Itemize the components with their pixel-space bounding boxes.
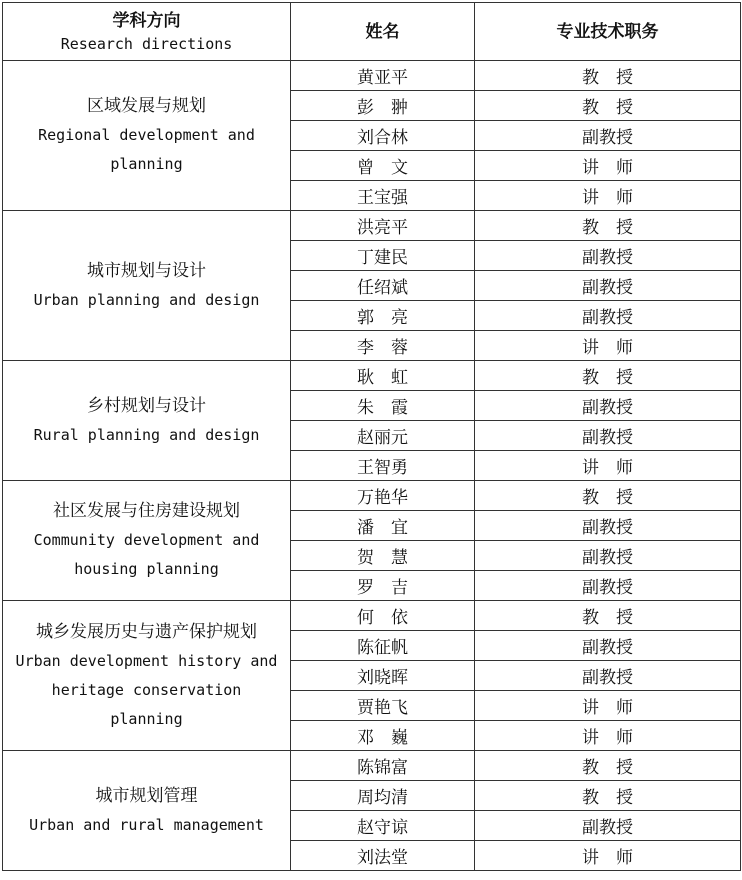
table-body xyxy=(3,61,741,871)
table-row xyxy=(3,751,741,781)
table-row xyxy=(3,481,741,511)
header-name: 姓名 xyxy=(291,3,475,61)
direction-en: Urban development history and heritage conservation planning xyxy=(15,651,278,728)
member-name: 任绍斌 xyxy=(291,271,475,301)
member-name: 李 蓉 xyxy=(291,331,475,361)
member-title: 讲 师 xyxy=(475,181,741,211)
member-title: 副教授 xyxy=(475,241,741,271)
direction-en: Rural planning and design xyxy=(33,425,260,444)
table-row xyxy=(3,61,741,91)
member-name: 赵丽元 xyxy=(291,421,475,451)
header-col1-zh: 学科方向 xyxy=(112,10,181,31)
member-name: 刘法堂 xyxy=(291,841,475,871)
member-title: 教 授 xyxy=(475,751,741,781)
member-title: 讲 师 xyxy=(475,721,741,751)
member-title: 讲 师 xyxy=(475,451,741,481)
member-name: 何 依 xyxy=(291,601,475,631)
member-title: 副教授 xyxy=(475,421,741,451)
member-title: 副教授 xyxy=(475,301,741,331)
member-title: 教 授 xyxy=(475,211,741,241)
header-title: 专业技术职务 xyxy=(475,3,741,61)
member-name: 刘合林 xyxy=(291,121,475,151)
member-name: 黄亚平 xyxy=(291,61,475,91)
direction-zh: 城市规划与设计 xyxy=(87,260,206,281)
direction-zh: 城乡发展历史与遗产保护规划 xyxy=(36,621,257,642)
member-title: 副教授 xyxy=(475,391,741,421)
research-direction-cell xyxy=(3,481,291,601)
table-row xyxy=(3,361,741,391)
direction-zh: 乡村规划与设计 xyxy=(87,395,206,416)
member-name: 万艳华 xyxy=(291,481,475,511)
member-title: 教 授 xyxy=(475,601,741,631)
header-col1-en: Research directions xyxy=(60,34,233,53)
member-name: 邓 巍 xyxy=(291,721,475,751)
member-name: 曾 文 xyxy=(291,151,475,181)
faculty-table xyxy=(2,2,741,871)
header-row xyxy=(3,3,741,61)
member-name: 丁建民 xyxy=(291,241,475,271)
direction-zh: 城市规划管理 xyxy=(95,785,198,806)
member-name: 陈征帆 xyxy=(291,631,475,661)
member-name: 彭 翀 xyxy=(291,91,475,121)
member-name: 耿 虹 xyxy=(291,361,475,391)
member-title: 副教授 xyxy=(475,631,741,661)
research-direction-cell xyxy=(3,601,291,751)
member-name: 潘 宜 xyxy=(291,511,475,541)
member-name: 洪亮平 xyxy=(291,211,475,241)
member-title: 副教授 xyxy=(475,571,741,601)
member-title: 讲 师 xyxy=(475,331,741,361)
member-name: 王智勇 xyxy=(291,451,475,481)
member-name: 刘晓晖 xyxy=(291,661,475,691)
member-title: 副教授 xyxy=(475,271,741,301)
header-research-directions xyxy=(3,3,291,61)
member-name: 贾艳飞 xyxy=(291,691,475,721)
member-title: 讲 师 xyxy=(475,691,741,721)
research-direction-cell xyxy=(3,211,291,361)
research-direction-cell xyxy=(3,361,291,481)
member-name: 贺 慧 xyxy=(291,541,475,571)
research-direction-cell xyxy=(3,61,291,211)
member-title: 副教授 xyxy=(475,511,741,541)
member-title: 教 授 xyxy=(475,61,741,91)
member-name: 赵守谅 xyxy=(291,811,475,841)
member-title: 副教授 xyxy=(475,661,741,691)
direction-en: Community development and housing planning xyxy=(33,531,260,578)
member-title: 副教授 xyxy=(475,121,741,151)
research-direction-cell xyxy=(3,751,291,871)
direction-en: Urban and rural management xyxy=(29,815,264,834)
direction-zh: 区域发展与规划 xyxy=(87,96,206,116)
member-name: 王宝强 xyxy=(291,181,475,211)
direction-en: Regional development and planning xyxy=(38,126,255,173)
member-title: 讲 师 xyxy=(475,841,741,871)
member-name: 陈锦富 xyxy=(291,751,475,781)
member-name: 朱 霞 xyxy=(291,391,475,421)
table-row xyxy=(3,211,741,241)
member-title: 副教授 xyxy=(475,811,741,841)
member-name: 郭 亮 xyxy=(291,301,475,331)
member-title: 讲 师 xyxy=(475,151,741,181)
member-title: 教 授 xyxy=(475,91,741,121)
direction-zh: 社区发展与住房建设规划 xyxy=(53,501,240,521)
member-title: 教 授 xyxy=(475,361,741,391)
member-title: 教 授 xyxy=(475,481,741,511)
member-title: 副教授 xyxy=(475,541,741,571)
table-row xyxy=(3,601,741,631)
member-name: 罗 吉 xyxy=(291,571,475,601)
member-name: 周均清 xyxy=(291,781,475,811)
direction-en: Urban planning and design xyxy=(33,290,260,309)
member-title: 教 授 xyxy=(475,781,741,811)
